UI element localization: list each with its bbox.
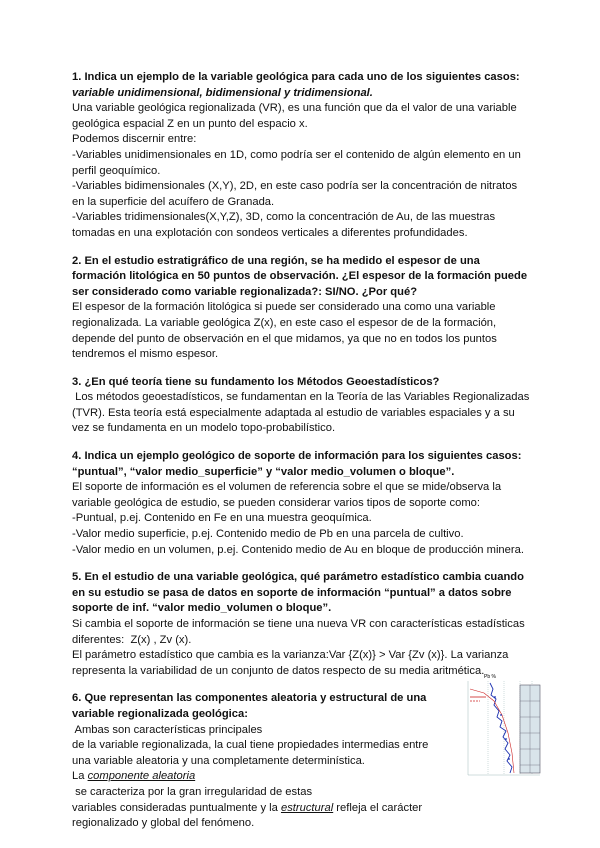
section-2	[72, 254, 532, 363]
figure-point	[494, 696, 496, 698]
figure-axis-label: Pb %	[484, 674, 496, 680]
answer-2-line: depende del punto de observación en el que midamos, ya que no en todos los puntos	[72, 332, 497, 345]
question-5: soporte de inf. “valor medio_volumen o bloque”.	[72, 602, 332, 615]
answer-5-line: El parámetro estadístico que cambia es la varianza:Var {Z(x)} > Var {Zv (x)}. La varianza	[72, 649, 509, 662]
answer-6-line: regionalizado y global del fenómeno.	[72, 817, 255, 830]
question-5: en su estudio se pasa de datos en soporte de información “puntual” a datos sobre	[72, 586, 512, 599]
question-4: “puntual”, “valor medio_superficie” y “valor medio_volumen o bloque”.	[72, 465, 455, 478]
question-2: 2. En el estudio estratigráfico de una región, se ha medido el espesor de una	[72, 254, 480, 267]
answer-1-line: -Variables tridimensionales(X,Y,Z), 3D, como la concentración de Au, de las muestras	[72, 211, 496, 224]
answer-6-fragment: La	[72, 770, 88, 783]
answer-6-line: una variable aleatoria y una completamente determinística.	[72, 754, 365, 767]
question-1: 1. Indica un ejemplo de la variable geológica para cada uno de los siguientes casos:	[72, 71, 520, 83]
section-4	[72, 449, 532, 558]
figure-point	[508, 758, 510, 760]
answer-2-line: regionalizada. La variable geológica Z(x), en este caso el espesor de de la formación,	[72, 316, 497, 329]
question-1-cases: variable unidimensional, bidimensional y tridimensional.	[72, 86, 373, 99]
term-componente-aleatoria: componente aleatoria	[87, 770, 196, 783]
answer-5-line: representa la variabilidad de un conjunto de datos respecto de su media aritmética.	[72, 664, 485, 677]
answer-1-line: perfil geoquímico.	[72, 164, 161, 177]
answer-4-line: -Puntual, p.ej. Contenido en Fe en una muestra geoquímica.	[72, 512, 372, 525]
answer-1-line: -Variables bidimensionales (X,Y), 2D, en este caso podría ser la concentración de nitratos	[72, 180, 518, 193]
question-4: 4. Indica un ejemplo geológico de soporte de información para los siguientes casos:	[72, 450, 522, 463]
answer-4-line: -Valor medio superficie, p.ej. Contenido medio de Pb en una parcela de cultivo.	[72, 528, 464, 541]
answer-1-line: Una variable geológica regionalizada (VR), es una función que da el valor de una variable	[72, 102, 517, 115]
answer-4-line: variable geológica de estudio, se pueden considerar varios tipos de soporte como:	[72, 496, 480, 509]
answer-2-line: tendremos el mismo espesor.	[72, 348, 219, 361]
answer-4-line: -Valor medio en un volumen, p.ej. Contenido medio de Au en bloque de producción minera.	[72, 543, 524, 556]
answer-6-line	[72, 801, 432, 817]
answer-2-line: El espesor de la formación litológica si puede ser considerado una como una variable	[72, 301, 496, 314]
question-6-line-2	[72, 707, 432, 738]
question-5: 5. En el estudio de una variable geológica, qué parámetro estadístico cambia cuando	[72, 571, 524, 584]
section-1	[72, 70, 532, 242]
answer-3-line: vez se fundamenta en un modelo topo-probabilístico.	[72, 422, 336, 435]
regionalized-variable-figure	[460, 671, 544, 781]
answer-6-line	[72, 769, 432, 800]
section-6	[72, 691, 432, 831]
question-6-tail: variable regionalizada geológica:	[72, 707, 248, 720]
answer-3-line: Los métodos geoestadísticos, se fundamentan en la Teoría de las Variables Regionalizadas	[72, 391, 530, 404]
answer-6-line: de la variable regionalizada, la cual tiene propiedades intermedias entre	[72, 739, 429, 752]
answer-1-line: Podemos discernir entre:	[72, 133, 197, 146]
answer-1-line: tomadas en una explotación con sondeos verticales a diferentes profundidades.	[72, 226, 468, 239]
answer-1-line: geológica espacial Z en un punto del espacio x.	[72, 117, 308, 130]
answer-6-fragment: variables consideradas puntualmente y la	[72, 801, 281, 814]
section-5	[72, 570, 532, 679]
answer-5-line: Si cambia el soporte de información se tiene una nueva VR con características estadísticas	[72, 618, 525, 630]
answer-6-fragment: refleja el carácter	[333, 801, 423, 814]
answer-4-line: El soporte de información es el volumen de referencia sobre el que se mide/observa la	[72, 481, 502, 494]
answer-6-start: Ambas son características principales	[72, 723, 263, 736]
figure-point	[505, 738, 507, 740]
figure-point	[500, 714, 502, 716]
section-3	[72, 375, 532, 437]
answer-6-fragment: se caracteriza por la gran irregularidad de estas	[72, 785, 313, 798]
answer-1-line: en la superficie del acuífero de Granada.	[72, 195, 275, 208]
question-3: 3. ¿En qué teoría tiene su fundamento los Métodos Geoestadísticos?	[72, 375, 440, 388]
question-2: ser considerado como variable regionalizada?: SI/NO. ¿Por qué?	[72, 285, 418, 298]
term-estructural: estructural	[280, 801, 334, 814]
question-2: formación litológica en 50 puntos de observación. ¿El espesor de la formación puede	[72, 270, 528, 283]
question-6: 6. Que representan las componentes aleatoria y estructural de una	[72, 692, 427, 705]
answer-5-line: diferentes: Z(x) , Zv (x).	[72, 633, 192, 646]
answer-1-line: -Variables unidimensionales en 1D, como podría ser el contenido de algún elemento en un	[72, 148, 521, 161]
answer-3-line: (TVR). Esta teoría está especialmente adaptada al estudio de variables espaciales y a su	[72, 406, 515, 419]
